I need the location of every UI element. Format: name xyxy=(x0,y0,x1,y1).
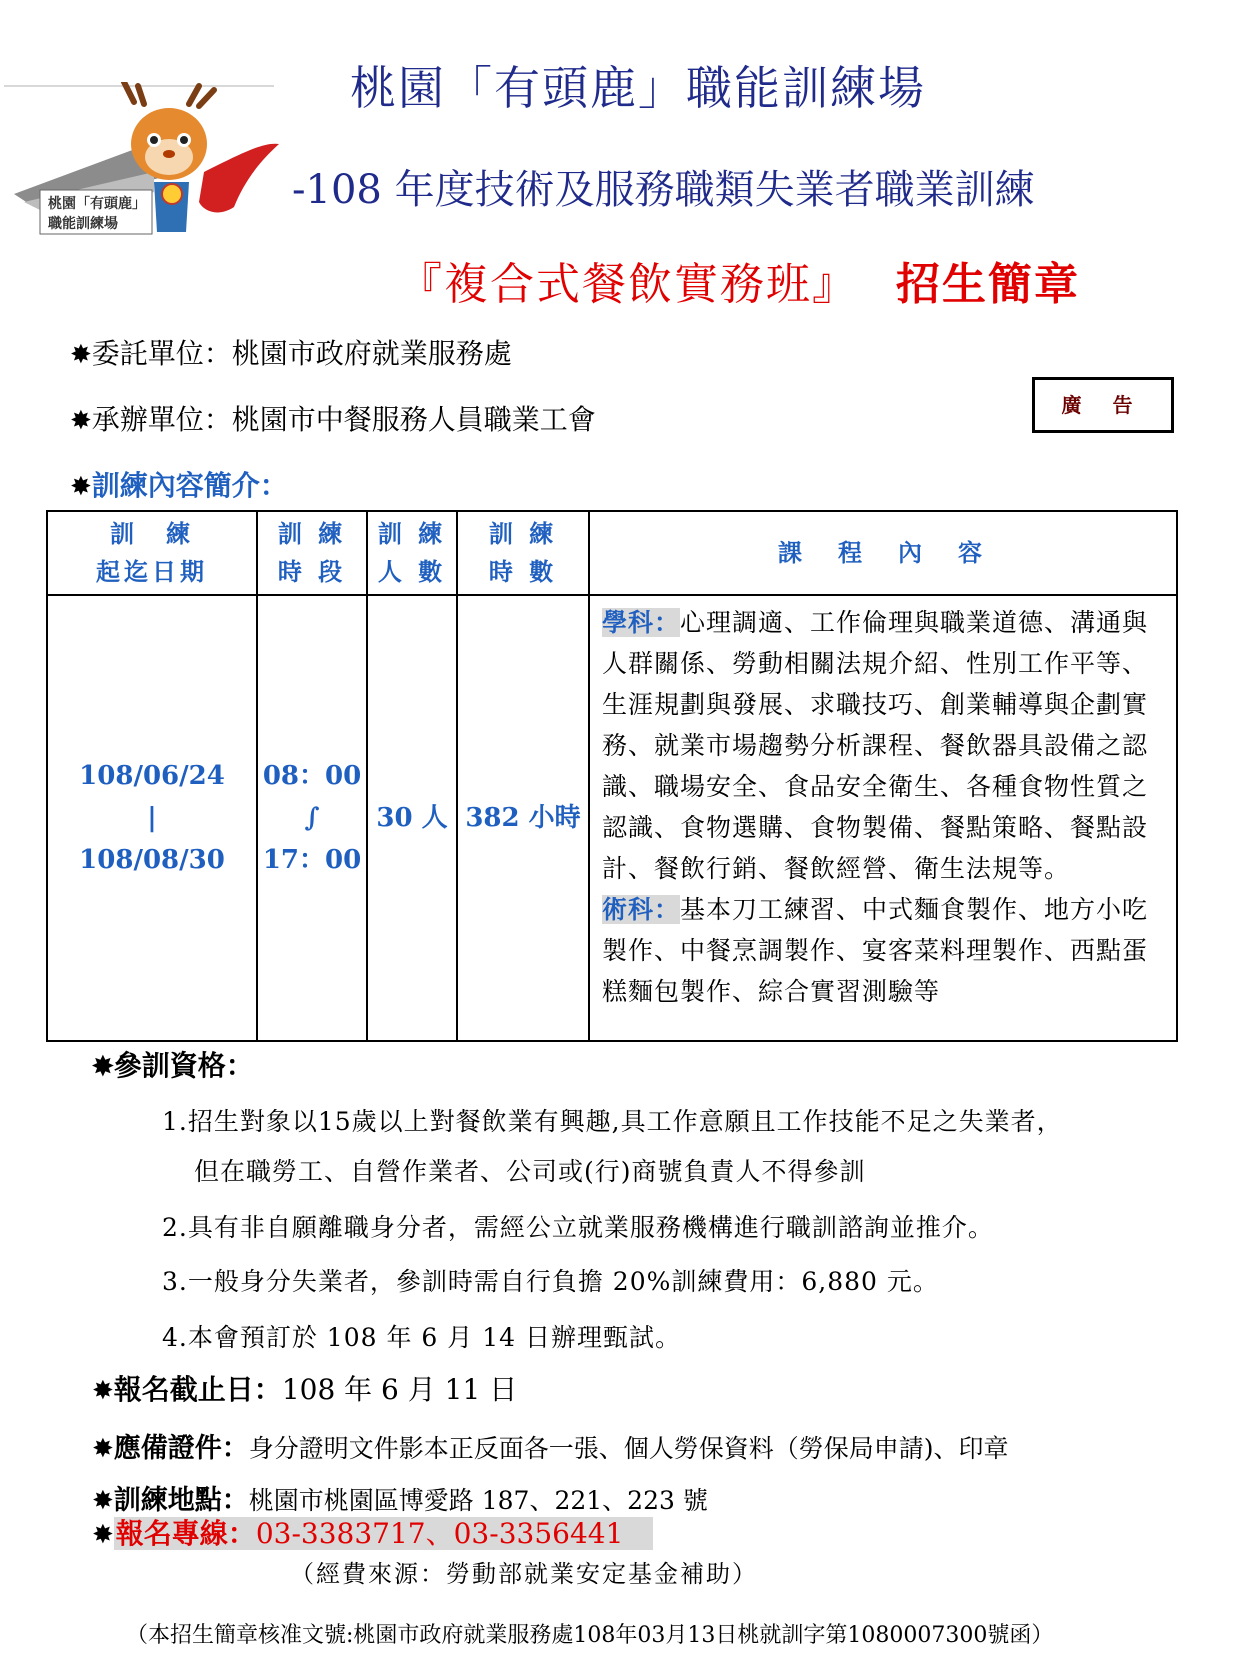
training-overview-heading xyxy=(70,464,288,504)
header-date: 訓 練 起迄日期 xyxy=(47,511,257,595)
technical-text: 基本刀工練習、中式麵食製作、地方小吃製作、中餐烹調製作、宴客菜料理製作、西點蛋糕麵包製作、綜合實習測驗等 xyxy=(602,895,1149,1006)
technical-tag: 術科： xyxy=(602,895,681,924)
qualification-item-4: 4.本會預訂於 108 年 6 月 14 日辦理甄試。 xyxy=(162,1323,681,1352)
title-line3 xyxy=(398,248,1080,312)
documents-value: 身分證明文件影本正反面各一張、個人勞保資料（勞保局申請)、印章 xyxy=(248,1434,1009,1463)
funding-note: （經費來源：勞動部就業安定基金補助） xyxy=(290,1560,758,1588)
table-row xyxy=(47,595,1177,1041)
qualification-item-1a: 1.招生對象以15歲以上對餐飲業有興趣,具工作意願且工作技能不足之失業者， xyxy=(162,1107,1063,1136)
logo-text-line2: 職能訓練場 xyxy=(48,216,118,232)
star-icon: ✸ xyxy=(70,472,92,502)
section-title: 訓練內容簡介： xyxy=(91,469,288,502)
academic-text: 心理調適、工作倫理與職業道德、溝通與人群關係、勞動相關法規介紹、性別工作平等、生涯規劃與發展、求職技巧、創業輔導與企劃實務、就業市場趨勢分析課程、餐飲器具設備之認識、職場安全、食品安全衛生、各種食物性質之認識、食物選購、食物製備、餐點策略、餐點設計、餐飲行銷、餐飲經營、衛生法規等。 xyxy=(602,608,1149,883)
title-line1: 桃園「有頭鹿」職能訓練場 xyxy=(350,61,926,115)
header-hours: 訓 練 時 數 xyxy=(457,511,589,595)
brochure-label: 招生簡章 xyxy=(896,259,1080,310)
approval-note: （本招生簡章核准文號:桃園市政府就業服務處108年03月13日桃就訓字第1080007300號函） xyxy=(126,1623,1054,1648)
hotline-value: 03-3383717、03-3356441 xyxy=(256,1517,654,1550)
logo-text-line1: 桃園「有頭鹿」 xyxy=(48,196,146,212)
deadline-row xyxy=(92,1368,517,1408)
header-content: 課 程 內 容 xyxy=(589,511,1177,595)
star-icon: ✸ xyxy=(70,340,92,370)
cell-hours: 382 小時 xyxy=(457,595,589,1041)
star-icon: ✸ xyxy=(70,406,92,436)
ad-badge: 廣 告 xyxy=(1032,377,1174,433)
header-time: 訓 練 時 段 xyxy=(257,511,367,595)
title-line2: -108 年度技術及服務職類失業者職業訓練 xyxy=(292,167,1035,213)
cell-content xyxy=(589,595,1177,1041)
deer-mascot-logo xyxy=(4,82,304,252)
cell-date: 108/06/24 | 108/08/30 xyxy=(47,595,257,1041)
star-icon: ✸ xyxy=(92,1434,114,1464)
cell-time: 08：00 ∫ 17：00 xyxy=(257,595,367,1041)
star-icon: ✸ xyxy=(92,1376,114,1406)
class-name: 『複合式餐飲實務班』 xyxy=(398,259,858,310)
star-icon: ✸ xyxy=(92,1520,114,1550)
documents-label: 應備證件： xyxy=(113,1433,249,1464)
qualification-heading xyxy=(92,1044,254,1084)
location-value: 桃園市桃園區博愛路 187、221、223 號 xyxy=(248,1486,708,1515)
qualification-item-1b: 但在職勞工、自營作業者、公司或(行)商號負責人不得參訓 xyxy=(194,1157,866,1186)
deadline-label: 報名截止日： xyxy=(113,1373,282,1406)
qualification-item-3: 3.一般身分失業者，參訓時需自行負擔 20%訓練費用：6,880 元。 xyxy=(162,1267,939,1296)
location-label: 訓練地點： xyxy=(113,1485,249,1516)
hotline-label: 報名專線： xyxy=(115,1517,256,1550)
qualification-title: 參訓資格： xyxy=(113,1049,254,1082)
training-table xyxy=(46,510,1178,1042)
academic-tag: 學科： xyxy=(602,608,681,637)
documents-row xyxy=(92,1426,1009,1465)
cell-people: 30 人 xyxy=(367,595,457,1041)
qualification-item-2: 2.具有非自願離職身分者，需經公立就業服務機構進行職訓諮詢並推介。 xyxy=(162,1213,994,1242)
header-people: 訓 練 人 數 xyxy=(367,511,457,595)
deadline-value: 108 年 6 月 11 日 xyxy=(281,1373,518,1406)
hotline-row xyxy=(92,1512,653,1552)
commission-text: 委託單位：桃園市政府就業服務處 xyxy=(91,337,512,370)
table-header-row xyxy=(47,511,1177,595)
star-icon: ✸ xyxy=(92,1486,114,1516)
organizer-row xyxy=(70,398,596,438)
commission-row xyxy=(70,332,512,372)
star-icon: ✸ xyxy=(92,1052,114,1082)
organizer-text: 承辦單位：桃園市中餐服務人員職業工會 xyxy=(91,403,596,436)
